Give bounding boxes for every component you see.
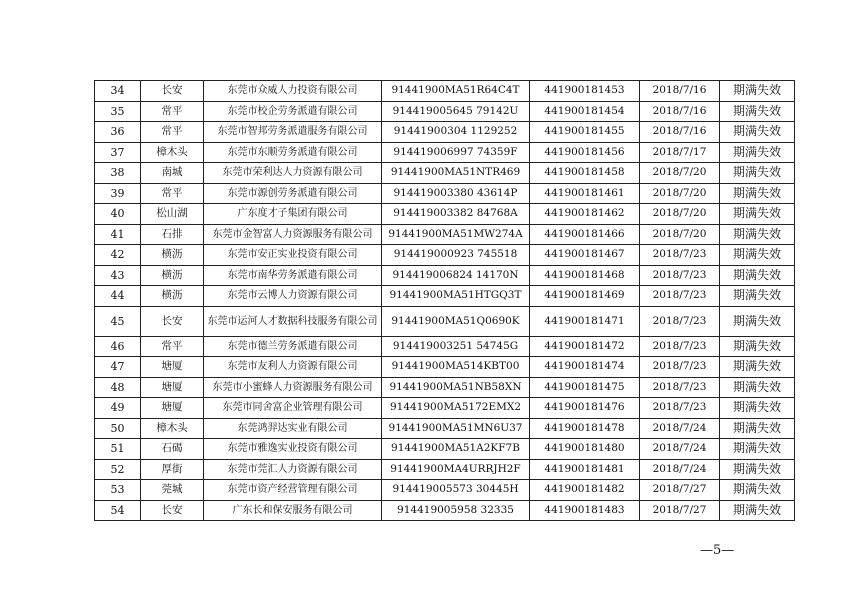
row-number: 44 — [95, 286, 141, 307]
status-cell: 期满失效 — [720, 101, 795, 122]
records-table — [94, 80, 795, 521]
table-row — [95, 398, 795, 419]
table-row — [95, 357, 795, 378]
district-cell: 常平 — [141, 101, 204, 122]
company-name-cell: 东莞市小蜜蜂人力资源服务有限公司 — [204, 377, 382, 398]
credit-code-cell: 914419003251 54745G — [382, 336, 530, 357]
date-cell: 2018/7/23 — [640, 336, 720, 357]
status-cell: 期满失效 — [720, 418, 795, 439]
table-row — [95, 418, 795, 439]
status-cell: 期满失效 — [720, 480, 795, 501]
credit-code-cell: 91441900MA5172EMX2 — [382, 398, 530, 419]
license-number-cell: 441900181455 — [530, 122, 640, 143]
row-number: 43 — [95, 265, 141, 286]
table-row — [95, 122, 795, 143]
table-row — [95, 439, 795, 460]
row-number: 51 — [95, 439, 141, 460]
row-number: 39 — [95, 183, 141, 204]
row-number: 35 — [95, 101, 141, 122]
row-number: 53 — [95, 480, 141, 501]
credit-code-cell: 91441900MA51MN6U37 — [382, 418, 530, 439]
credit-code-cell: 914419005958 32335 — [382, 500, 530, 521]
credit-code-cell: 91441900MA51R64C4T — [382, 81, 530, 102]
row-number: 47 — [95, 357, 141, 378]
date-cell: 2018/7/17 — [640, 142, 720, 163]
company-name-cell: 东莞市金智富人力资源服务有限公司 — [204, 224, 382, 245]
status-cell: 期满失效 — [720, 81, 795, 102]
row-number: 42 — [95, 245, 141, 266]
table-row — [95, 286, 795, 307]
district-cell: 常平 — [141, 183, 204, 204]
row-number: 45 — [95, 306, 141, 336]
company-name-cell: 东莞市源创劳务派遣有限公司 — [204, 183, 382, 204]
credit-code-cell: 91441900304 1129252 — [382, 122, 530, 143]
license-number-cell: 441900181454 — [530, 101, 640, 122]
date-cell: 2018/7/16 — [640, 81, 720, 102]
row-number: 34 — [95, 81, 141, 102]
license-number-cell: 441900181458 — [530, 163, 640, 184]
date-cell: 2018/7/16 — [640, 122, 720, 143]
district-cell: 松山湖 — [141, 204, 204, 225]
license-number-cell: 441900181483 — [530, 500, 640, 521]
status-cell: 期满失效 — [720, 265, 795, 286]
credit-code-cell: 91441900MA51MW274A — [382, 224, 530, 245]
status-cell: 期满失效 — [720, 142, 795, 163]
company-name-cell: 东莞市同舍富企业管理有限公司 — [204, 398, 382, 419]
district-cell: 横沥 — [141, 286, 204, 307]
license-number-cell: 441900181475 — [530, 377, 640, 398]
date-cell: 2018/7/23 — [640, 245, 720, 266]
page-number: —5— — [700, 543, 735, 558]
company-name-cell: 东莞市资产经营管理有限公司 — [204, 480, 382, 501]
status-cell: 期满失效 — [720, 357, 795, 378]
credit-code-cell: 91441900MA514KBT00 — [382, 357, 530, 378]
license-number-cell: 441900181480 — [530, 439, 640, 460]
date-cell: 2018/7/24 — [640, 459, 720, 480]
table-row — [95, 142, 795, 163]
table-row — [95, 500, 795, 521]
company-name-cell: 东莞市校企劳务派遣有限公司 — [204, 101, 382, 122]
date-cell: 2018/7/23 — [640, 286, 720, 307]
credit-code-cell: 91441900MA51NTR469 — [382, 163, 530, 184]
date-cell: 2018/7/27 — [640, 480, 720, 501]
company-name-cell: 东莞市雅逸实业投资有限公司 — [204, 439, 382, 460]
district-cell: 长安 — [141, 500, 204, 521]
district-cell: 塘厦 — [141, 377, 204, 398]
district-cell: 塘厦 — [141, 398, 204, 419]
credit-code-cell: 914419006824 14170N — [382, 265, 530, 286]
credit-code-cell: 91441900MA51HTGQ3T — [382, 286, 530, 307]
company-name-cell: 广东度才子集团有限公司 — [204, 204, 382, 225]
credit-code-cell: 91441900MA51NB58XN — [382, 377, 530, 398]
district-cell: 塘厦 — [141, 357, 204, 378]
date-cell: 2018/7/16 — [640, 101, 720, 122]
license-number-cell: 441900181478 — [530, 418, 640, 439]
table-row — [95, 81, 795, 102]
row-number: 48 — [95, 377, 141, 398]
row-number: 50 — [95, 418, 141, 439]
license-number-cell: 441900181461 — [530, 183, 640, 204]
row-number: 52 — [95, 459, 141, 480]
license-number-cell: 441900181456 — [530, 142, 640, 163]
table-row — [95, 245, 795, 266]
district-cell: 常平 — [141, 336, 204, 357]
credit-code-cell: 914419000923 745518 — [382, 245, 530, 266]
credit-code-cell: 91441900MA4URRJH2F — [382, 459, 530, 480]
license-number-cell: 441900181462 — [530, 204, 640, 225]
license-number-cell: 441900181476 — [530, 398, 640, 419]
license-number-cell: 441900181453 — [530, 81, 640, 102]
status-cell: 期满失效 — [720, 163, 795, 184]
row-number: 40 — [95, 204, 141, 225]
row-number: 36 — [95, 122, 141, 143]
company-name-cell: 东莞市荣利达人力资源有限公司 — [204, 163, 382, 184]
credit-code-cell: 914419003382 84768A — [382, 204, 530, 225]
credit-code-cell: 914419006997 74359F — [382, 142, 530, 163]
district-cell: 莞城 — [141, 480, 204, 501]
table-row — [95, 377, 795, 398]
district-cell: 樟木头 — [141, 142, 204, 163]
row-number: 49 — [95, 398, 141, 419]
date-cell: 2018/7/20 — [640, 163, 720, 184]
company-name-cell: 东莞市莞汇人力资源有限公司 — [204, 459, 382, 480]
district-cell: 厚街 — [141, 459, 204, 480]
table-row — [95, 101, 795, 122]
status-cell: 期满失效 — [720, 204, 795, 225]
date-cell: 2018/7/24 — [640, 439, 720, 460]
table-row — [95, 163, 795, 184]
status-cell: 期满失效 — [720, 306, 795, 336]
license-number-cell: 441900181481 — [530, 459, 640, 480]
status-cell: 期满失效 — [720, 377, 795, 398]
district-cell: 石碣 — [141, 439, 204, 460]
table-row — [95, 459, 795, 480]
row-number: 37 — [95, 142, 141, 163]
company-name-cell: 东莞鸿羿达实业有限公司 — [204, 418, 382, 439]
status-cell: 期满失效 — [720, 439, 795, 460]
credit-code-cell: 914419005573 30445H — [382, 480, 530, 501]
status-cell: 期满失效 — [720, 286, 795, 307]
status-cell: 期满失效 — [720, 183, 795, 204]
company-name-cell: 东莞市友利人力资源有限公司 — [204, 357, 382, 378]
row-number: 38 — [95, 163, 141, 184]
company-name-cell: 东莞市东顺劳务派遣有限公司 — [204, 142, 382, 163]
company-name-cell: 东莞市云博人力资源有限公司 — [204, 286, 382, 307]
table-row — [95, 306, 795, 336]
table-row — [95, 204, 795, 225]
table-row — [95, 336, 795, 357]
company-name-cell: 东莞市德兰劳务派遣有限公司 — [204, 336, 382, 357]
license-number-cell: 441900181471 — [530, 306, 640, 336]
district-cell: 横沥 — [141, 245, 204, 266]
credit-code-cell: 91441900MA51A2KF7B — [382, 439, 530, 460]
license-number-cell: 441900181472 — [530, 336, 640, 357]
table-row — [95, 480, 795, 501]
company-name-cell: 东莞市运河人才数据科技服务有限公司 — [204, 306, 382, 336]
date-cell: 2018/7/24 — [640, 418, 720, 439]
date-cell: 2018/7/23 — [640, 377, 720, 398]
table-row — [95, 224, 795, 245]
credit-code-cell: 914419005645 79142U — [382, 101, 530, 122]
date-cell: 2018/7/23 — [640, 265, 720, 286]
company-name-cell: 广东长和保安服务有限公司 — [204, 500, 382, 521]
credit-code-cell: 91441900MA51Q0690K — [382, 306, 530, 336]
credit-code-cell: 914419003380 43614P — [382, 183, 530, 204]
district-cell: 长安 — [141, 306, 204, 336]
date-cell: 2018/7/23 — [640, 306, 720, 336]
row-number: 54 — [95, 500, 141, 521]
date-cell: 2018/7/20 — [640, 204, 720, 225]
date-cell: 2018/7/27 — [640, 500, 720, 521]
license-number-cell: 441900181469 — [530, 286, 640, 307]
district-cell: 长安 — [141, 81, 204, 102]
date-cell: 2018/7/23 — [640, 398, 720, 419]
date-cell: 2018/7/20 — [640, 224, 720, 245]
status-cell: 期满失效 — [720, 122, 795, 143]
district-cell: 南城 — [141, 163, 204, 184]
license-number-cell: 441900181474 — [530, 357, 640, 378]
status-cell: 期满失效 — [720, 245, 795, 266]
license-number-cell: 441900181482 — [530, 480, 640, 501]
company-name-cell: 东莞市智邦劳务派遣服务有限公司 — [204, 122, 382, 143]
status-cell: 期满失效 — [720, 224, 795, 245]
table-row — [95, 265, 795, 286]
row-number: 41 — [95, 224, 141, 245]
status-cell: 期满失效 — [720, 459, 795, 480]
row-number: 46 — [95, 336, 141, 357]
company-name-cell: 东莞市众威人力投资有限公司 — [204, 81, 382, 102]
status-cell: 期满失效 — [720, 336, 795, 357]
date-cell: 2018/7/20 — [640, 183, 720, 204]
district-cell: 常平 — [141, 122, 204, 143]
company-name-cell: 东莞市安正实业投资有限公司 — [204, 245, 382, 266]
license-number-cell: 441900181466 — [530, 224, 640, 245]
district-cell: 横沥 — [141, 265, 204, 286]
records-table-body — [95, 81, 795, 521]
license-number-cell: 441900181467 — [530, 245, 640, 266]
district-cell: 石排 — [141, 224, 204, 245]
district-cell: 樟木头 — [141, 418, 204, 439]
date-cell: 2018/7/23 — [640, 357, 720, 378]
status-cell: 期满失效 — [720, 398, 795, 419]
license-number-cell: 441900181468 — [530, 265, 640, 286]
company-name-cell: 东莞市南华劳务派遣有限公司 — [204, 265, 382, 286]
status-cell: 期满失效 — [720, 500, 795, 521]
table-row — [95, 183, 795, 204]
